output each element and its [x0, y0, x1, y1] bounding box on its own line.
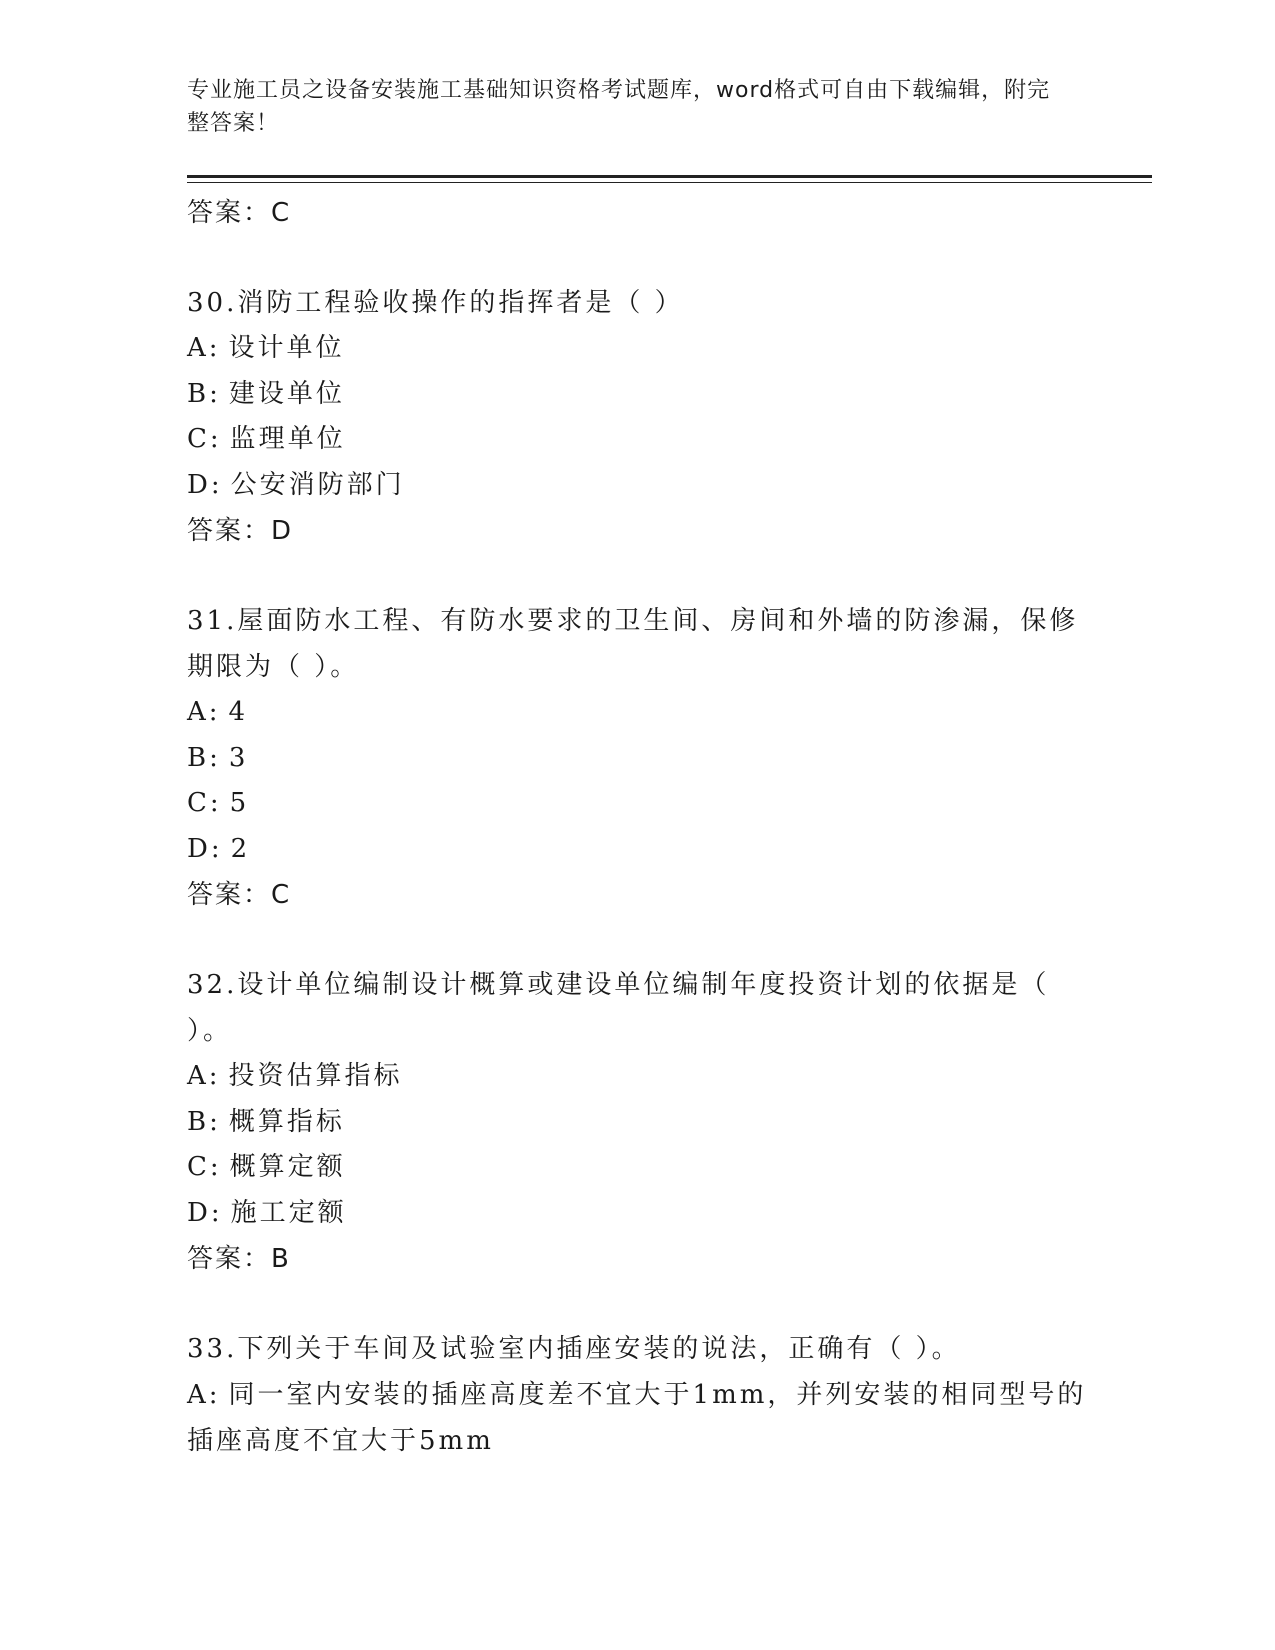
option-key: A: — [187, 333, 221, 363]
option-key: C: — [187, 1152, 222, 1182]
option-key: A: — [187, 697, 221, 727]
option-b — [187, 1100, 1087, 1146]
option-text: 3 — [228, 742, 249, 773]
question-stem: 32.设计单位编制设计概算或建设单位编制年度投资计划的依据是（ ）。 — [187, 970, 1050, 1046]
answer-line: 答案：C — [187, 198, 292, 228]
option-key: B: — [187, 378, 221, 409]
option-text: 公安消防部门 — [230, 469, 405, 500]
option-key: A: — [187, 1380, 221, 1410]
answer-line: 答案：C — [187, 880, 292, 910]
option-key: D: — [187, 1197, 223, 1228]
answer-line: 答案：B — [187, 1244, 291, 1274]
option-text: 4 — [228, 697, 249, 727]
question-stem: 31.屋面防水工程、有防水要求的卫生间、房间和外墙的防渗漏，保修期限为（ ）。 — [187, 606, 1079, 682]
option-text: 投资估算指标 — [228, 1061, 403, 1091]
option-key: B: — [187, 742, 221, 773]
option-key: C: — [187, 424, 222, 454]
option-text: 监理单位 — [229, 424, 346, 454]
option-text: 概算指标 — [228, 1106, 345, 1137]
question-stem: 33.下列关于车间及试验室内插座安装的说法，正确有（ ）。 — [187, 1334, 961, 1364]
question-list — [187, 190, 1087, 1464]
option-key: C: — [187, 788, 222, 818]
option-a — [187, 1054, 1087, 1100]
question-stem: 30.消防工程验收操作的指挥者是（ ） — [187, 288, 684, 318]
option-text: 概算定额 — [229, 1152, 346, 1182]
header-rule-thick — [187, 175, 1152, 178]
option-c — [187, 417, 1087, 463]
option-b — [187, 372, 1087, 418]
option-text: 2 — [230, 833, 251, 864]
option-b — [187, 736, 1087, 782]
header-rule-thin — [187, 182, 1152, 183]
option-d — [187, 1191, 1087, 1237]
option-a — [187, 690, 1087, 736]
option-text: 5 — [229, 788, 250, 818]
answer-line: 答案：D — [187, 516, 294, 546]
option-text: 设计单位 — [228, 333, 345, 363]
option-a — [187, 1372, 1087, 1464]
option-key: B: — [187, 1106, 221, 1137]
option-a — [187, 326, 1087, 372]
option-d — [187, 463, 1087, 509]
option-key: D: — [187, 469, 223, 500]
document-header: 专业施工员之设备安装施工基础知识资格考试题库，word格式可自由下载编辑，附完整答案！ — [187, 78, 1051, 136]
option-text: 建设单位 — [228, 378, 345, 409]
option-d — [187, 827, 1087, 873]
option-c — [187, 781, 1087, 827]
option-text: 同一室内安装的插座高度差不宜大于1mm，并列安装的相同型号的插座高度不宜大于5mm — [187, 1380, 1087, 1456]
option-key: D: — [187, 833, 223, 864]
option-c — [187, 1145, 1087, 1191]
option-text: 施工定额 — [230, 1197, 347, 1228]
option-key: A: — [187, 1061, 221, 1091]
